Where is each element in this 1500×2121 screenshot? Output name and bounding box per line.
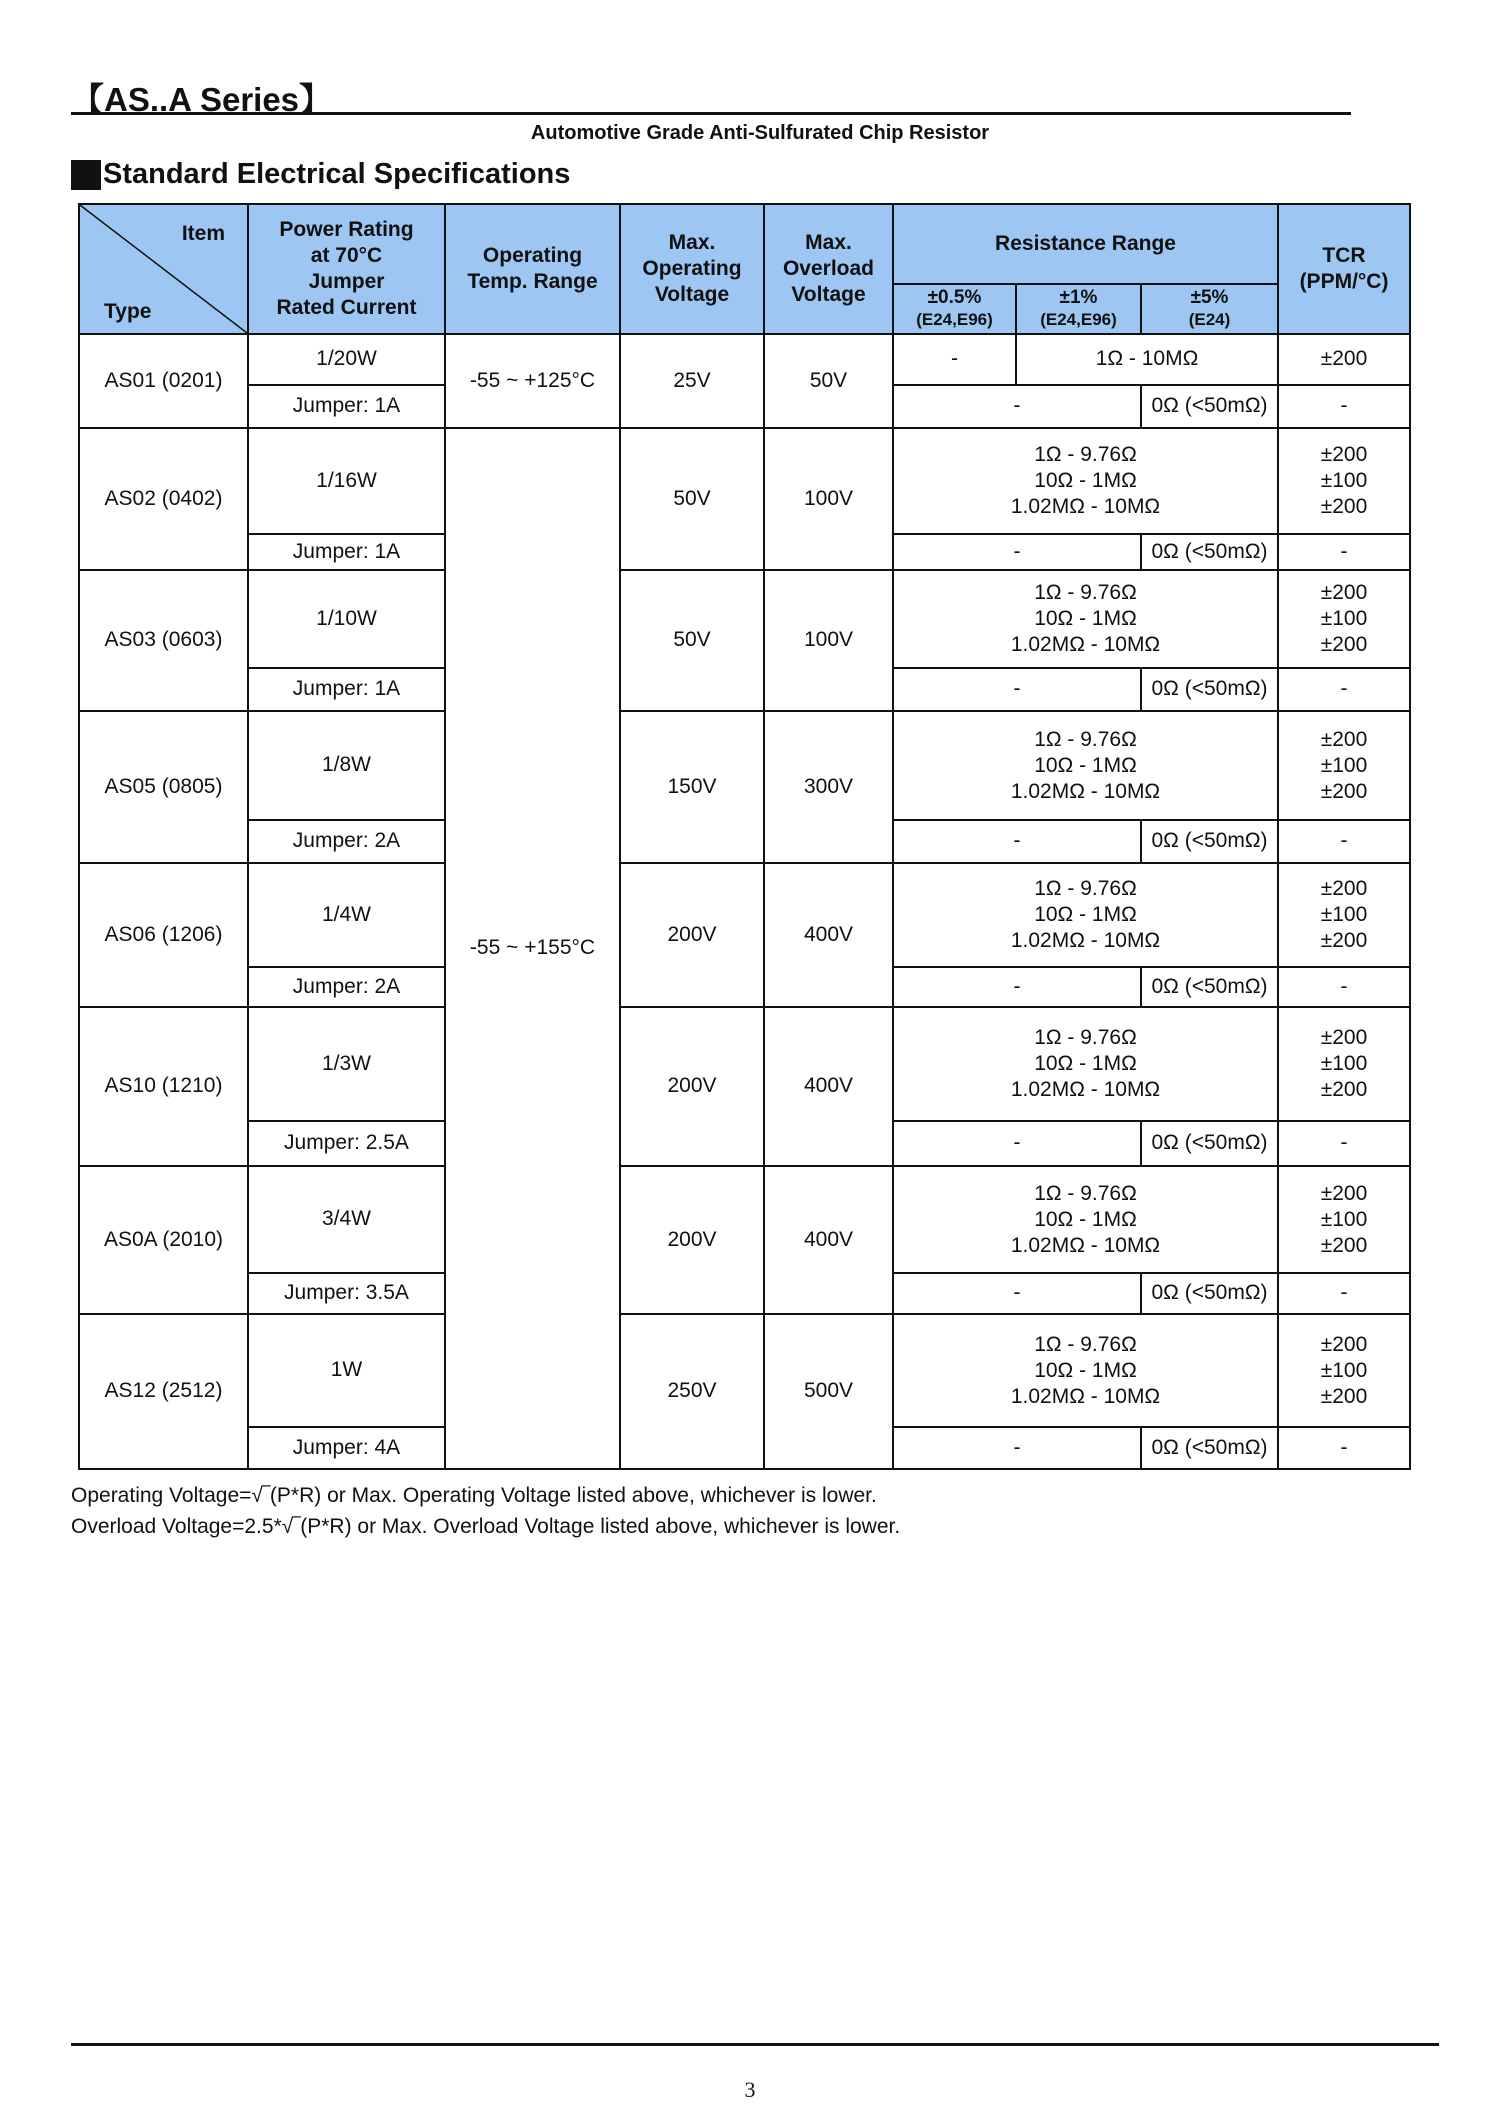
overload-voltage-cell: 50V bbox=[764, 334, 893, 428]
power-cell: 3/4W bbox=[248, 1166, 445, 1273]
jumper-resistance-cell: 0Ω (<50mΩ) bbox=[1141, 668, 1278, 711]
tolerance-1-header: ±1% (E24,E96) bbox=[1016, 284, 1141, 334]
jumper-resistance-cell: 0Ω (<50mΩ) bbox=[1141, 1121, 1278, 1166]
jumper-tcr-cell: - bbox=[1278, 1427, 1410, 1469]
type-cell: AS06 (1206) bbox=[79, 863, 248, 1007]
jumper-dash-cell: - bbox=[893, 1121, 1141, 1166]
jumper-resistance-cell: 0Ω (<50mΩ) bbox=[1141, 820, 1278, 863]
overload-voltage-cell: 500V bbox=[764, 1314, 893, 1469]
document-subtitle: Automotive Grade Anti-Sulfurated Chip Resistor bbox=[530, 122, 990, 144]
resistance-cell: 1Ω - 9.76Ω 10Ω - 1MΩ 1.02MΩ - 10MΩ bbox=[893, 863, 1278, 967]
jumper-dash-cell: - bbox=[893, 1427, 1141, 1469]
type-cell: AS0A (2010) bbox=[79, 1166, 248, 1314]
table-row bbox=[79, 334, 1410, 385]
table-row bbox=[79, 711, 1410, 820]
op-voltage-cell: 200V bbox=[620, 863, 764, 1007]
table-row bbox=[79, 1314, 1410, 1427]
power-cell: 1/3W bbox=[248, 1007, 445, 1121]
jumper-dash-cell: - bbox=[893, 385, 1141, 428]
tolerance-05-header: ±0.5% (E24,E96) bbox=[893, 284, 1016, 334]
square-bullet-icon bbox=[71, 160, 101, 190]
jumper-dash-cell: - bbox=[893, 1273, 1141, 1314]
jumper-resistance-cell: 0Ω (<50mΩ) bbox=[1141, 534, 1278, 570]
spec-table bbox=[78, 203, 1411, 1470]
op-voltage-cell: 50V bbox=[620, 428, 764, 570]
overload-voltage-cell: 400V bbox=[764, 1166, 893, 1314]
title-rule bbox=[71, 112, 1351, 115]
jumper-cell: Jumper: 2.5A bbox=[248, 1121, 445, 1166]
resistance-cell: 1Ω - 9.76Ω 10Ω - 1MΩ 1.02MΩ - 10MΩ bbox=[893, 711, 1278, 820]
type-cell: AS03 (0603) bbox=[79, 570, 248, 711]
resistance-cell: 1Ω - 9.76Ω 10Ω - 1MΩ 1.02MΩ - 10MΩ bbox=[893, 1166, 1278, 1273]
jumper-dash-cell: - bbox=[893, 967, 1141, 1007]
note-overload-voltage: Overload Voltage=2.5*√‾(P*R) or Max. Overload Voltage listed above, whichever is lower. bbox=[71, 1515, 901, 1538]
temp-range-cell: -55 ~ +155°C bbox=[445, 428, 620, 1469]
resistance-cell: 1Ω - 9.76Ω 10Ω - 1MΩ 1.02MΩ - 10MΩ bbox=[893, 1007, 1278, 1121]
resistance-cell: - bbox=[893, 334, 1016, 385]
type-cell: AS01 (0201) bbox=[79, 334, 248, 428]
jumper-tcr-cell: - bbox=[1278, 820, 1410, 863]
op-voltage-cell: 250V bbox=[620, 1314, 764, 1469]
table-row bbox=[79, 570, 1410, 668]
table-row bbox=[79, 1166, 1410, 1273]
jumper-tcr-cell: - bbox=[1278, 534, 1410, 570]
op-voltage-cell: 25V bbox=[620, 334, 764, 428]
jumper-cell: Jumper: 4A bbox=[248, 1427, 445, 1469]
tcr-cell: ±200 ±100 ±200 bbox=[1278, 570, 1410, 668]
jumper-cell: Jumper: 2A bbox=[248, 820, 445, 863]
power-cell: 1/8W bbox=[248, 711, 445, 820]
tcr-cell: ±200 ±100 ±200 bbox=[1278, 1314, 1410, 1427]
op-voltage-cell: 200V bbox=[620, 1166, 764, 1314]
note-operating-voltage: Operating Voltage=√‾(P*R) or Max. Operating Voltage listed above, whichever is lower. bbox=[71, 1484, 877, 1507]
type-cell: AS05 (0805) bbox=[79, 711, 248, 863]
section-title-text: Standard Electrical Specifications bbox=[103, 158, 571, 190]
op-voltage-cell: 150V bbox=[620, 711, 764, 863]
jumper-dash-cell: - bbox=[893, 534, 1141, 570]
tolerance-5-header: ±5% (E24) bbox=[1141, 284, 1278, 334]
resistance-cell: 1Ω - 9.76Ω 10Ω - 1MΩ 1.02MΩ - 10MΩ bbox=[893, 570, 1278, 668]
table-row bbox=[79, 1007, 1410, 1121]
tcr-cell: ±200 ±100 ±200 bbox=[1278, 711, 1410, 820]
overload-voltage-cell: 100V bbox=[764, 428, 893, 570]
overload-voltage-cell: 400V bbox=[764, 1007, 893, 1166]
item-label: Item bbox=[181, 222, 225, 245]
tcr-cell: ±200 ±100 ±200 bbox=[1278, 1007, 1410, 1121]
tcr-cell: ±200 bbox=[1278, 334, 1410, 385]
table-row bbox=[79, 863, 1410, 967]
jumper-resistance-cell: 0Ω (<50mΩ) bbox=[1141, 1427, 1278, 1469]
power-cell: 1W bbox=[248, 1314, 445, 1427]
power-cell: 1/16W bbox=[248, 428, 445, 534]
tcr-header: TCR (PPM/°C) bbox=[1278, 204, 1410, 334]
jumper-tcr-cell: - bbox=[1278, 1273, 1410, 1314]
jumper-cell: Jumper: 1A bbox=[248, 385, 445, 428]
temp-range-cell: -55 ~ +125°C bbox=[445, 334, 620, 428]
jumper-cell: Jumper: 1A bbox=[248, 668, 445, 711]
jumper-cell: Jumper: 3.5A bbox=[248, 1273, 445, 1314]
power-cell: 1/4W bbox=[248, 863, 445, 967]
jumper-dash-cell: - bbox=[893, 820, 1141, 863]
resistance-cell: 1Ω - 10MΩ bbox=[1016, 334, 1278, 385]
power-rating-header: Power Rating at 70°C Jumper Rated Current bbox=[248, 204, 445, 334]
jumper-cell: Jumper: 1A bbox=[248, 534, 445, 570]
type-label: Type bbox=[104, 299, 152, 323]
op-voltage-cell: 50V bbox=[620, 570, 764, 711]
tcr-cell: ±200 ±100 ±200 bbox=[1278, 1166, 1410, 1273]
jumper-resistance-cell: 0Ω (<50mΩ) bbox=[1141, 967, 1278, 1007]
section-title bbox=[71, 158, 570, 191]
jumper-tcr-cell: - bbox=[1278, 967, 1410, 1007]
resistance-cell: 1Ω - 9.76Ω 10Ω - 1MΩ 1.02MΩ - 10MΩ bbox=[893, 1314, 1278, 1427]
tcr-cell: ±200 ±100 ±200 bbox=[1278, 428, 1410, 534]
overload-voltage-cell: 400V bbox=[764, 863, 893, 1007]
resistance-range-header: Resistance Range bbox=[893, 204, 1278, 284]
op-temp-header: Operating Temp. Range bbox=[445, 204, 620, 334]
type-cell: AS10 (1210) bbox=[79, 1007, 248, 1166]
resistance-cell: 1Ω - 9.76Ω 10Ω - 1MΩ 1.02MΩ - 10MΩ bbox=[893, 428, 1278, 534]
jumper-tcr-cell: - bbox=[1278, 1121, 1410, 1166]
page-number: 3 bbox=[744, 2077, 756, 2102]
jumper-dash-cell: - bbox=[893, 668, 1141, 711]
item-type-header bbox=[79, 204, 248, 334]
max-op-voltage-header: Max. Operating Voltage bbox=[620, 204, 764, 334]
table-row bbox=[79, 428, 1410, 534]
max-overload-voltage-header: Max. Overload Voltage bbox=[764, 204, 893, 334]
jumper-cell: Jumper: 2A bbox=[248, 967, 445, 1007]
power-cell: 1/20W bbox=[248, 334, 445, 385]
footer-rule bbox=[71, 2043, 1439, 2046]
op-voltage-cell: 200V bbox=[620, 1007, 764, 1166]
jumper-tcr-cell: - bbox=[1278, 668, 1410, 711]
jumper-tcr-cell: - bbox=[1278, 385, 1410, 428]
overload-voltage-cell: 300V bbox=[764, 711, 893, 863]
type-cell: AS12 (2512) bbox=[79, 1314, 248, 1469]
series-title: 【AS..A Series】 bbox=[71, 81, 333, 118]
jumper-resistance-cell: 0Ω (<50mΩ) bbox=[1141, 1273, 1278, 1314]
tcr-cell: ±200 ±100 ±200 bbox=[1278, 863, 1410, 967]
type-cell: AS02 (0402) bbox=[79, 428, 248, 570]
power-cell: 1/10W bbox=[248, 570, 445, 668]
overload-voltage-cell: 100V bbox=[764, 570, 893, 711]
jumper-resistance-cell: 0Ω (<50mΩ) bbox=[1141, 385, 1278, 428]
